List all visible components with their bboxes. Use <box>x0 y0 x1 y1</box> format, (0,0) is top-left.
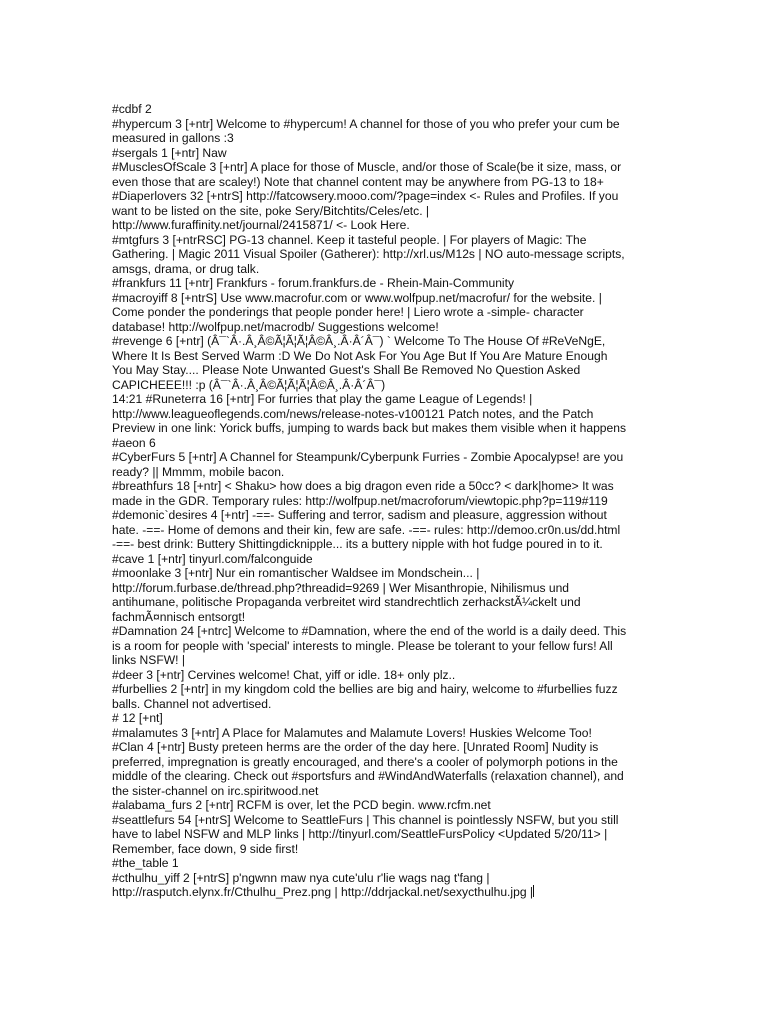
channel-list-page <box>112 102 652 900</box>
channel-entry: #moonlake 3 [+ntr] Nur ein romantischer Waldsee im Mondschein... | http://forum.furbase.de/thread.php?threadid=9269 | Wer Misanthropie, Nihilismus und antihumane, politische Propaganda verbreitet wird standrechtlich zerhackstÃ¼ckelt und fachmÃ¤nnisch entsorgt! <box>112 566 581 624</box>
channel-entry: #Clan 4 [+ntr] Busty preteen herms are the order of the day here. [Unrated Room] Nudity is preferred, impregnation is greatly encouraged, and there's a cooler of polymorph potions in the middle of the clearing. Check out #sportsfurs and #WindAndWaterfalls (relaxation channel), and the sister-channel on irc.spiritwood.net <box>112 740 624 798</box>
channel-entry: #MusclesOfScale 3 [+ntr] A place for those of Muscle, and/or those of Scale(be it size, mass, or even those that are scaley!) Note that channel content may be anywhere from PG-13 to 18+ <box>112 160 622 189</box>
channel-entry: # 12 [+nt] <box>112 711 163 725</box>
text-cursor <box>533 885 534 897</box>
channel-entry: #Diaperlovers 32 [+ntrS] http://fatcowsery.mooo.com/?page=index <- Rules and Profiles. If you want to be listed on the site, poke Sery/Bitchtits/Celes/etc. | http://www.furaffinity.net/journal/2415871/ <- Look Here. <box>112 189 619 232</box>
channel-entry-text: #cthulhu_yiff 2 [+ntrS] p'ngwnn maw nya cute'ulu r'lie wags nag t'fang | http://rasputch.elynx.fr/Cthulhu_Prez.png | http://ddrjackal.net/sexycthulhu.jpg | <box>112 870 534 899</box>
channel-entry: #cave 1 [+ntr] tinyurl.com/falconguide <box>112 551 313 566</box>
channel-entry: #furbellies 2 [+ntr] in my kingdom cold the bellies are big and hairy, welcome to #furbellies fuzz balls. Channel not advertised. <box>112 682 618 711</box>
channel-entry <box>112 871 652 900</box>
channel-entry: #cdbf 2 <box>112 102 152 116</box>
channel-entry: #frankfurs 11 [+ntr] Frankfurs - forum.frankfurs.de - Rhein-Main-Community <box>112 276 515 290</box>
channel-entry: #revenge 6 [+ntr] (Â¯`Â·.Â¸Â©Ã¦Ã¦Ã¦Â©Â¸.Â·Â´Â¯) ` Welcome To The House Of #ReVeNgE, Where It Is Best Served Warm :D We Do Not Ask For You Age But If You Are Mature Enough You May Stay.... Please Note Unwanted Guest's Shall Be Removed No Question Asked CAPICHEEE!!! :p (Â¯`Â·.Â¸Â©Ã¦Ã¦Ã¦Â©Â¸.Â·Â´Â¯) <box>112 334 608 392</box>
channel-entry: 14:21 #Runeterra 16 [+ntr] For furries that play the game League of Legends! | http://www.leagueoflegends.com/news/release-notes-v100121 Patch notes, and the Patch Preview in one link: Yorick buffs, jumping to wards back but makes them visible when it happens <box>112 392 627 435</box>
channel-entry: #malamutes 3 [+ntr] A Place for Malamutes and Malamute Lovers! Huskies Welcome Too! <box>112 725 592 740</box>
channel-entry: #aeon 6 <box>112 435 156 450</box>
channel-entry: #the_table 1 <box>112 856 179 870</box>
channel-entry: #demonic`desires 4 [+ntr] -==- Suffering and terror, sadism and pleasure, aggression without hate. -==- Home of demons and their kin, few are safe. -==- rules: http://demoo.cr0n.us/dd.html -==- best drink: Buttery Shittingdicknipple... its a buttery nipple with hot fudge poured in to it. <box>112 508 621 551</box>
channel-entry: #seattlefurs 54 [+ntrS] Welcome to SeattleFurs | This channel is pointlessly NSFW, but you still have to label NSFW and MLP links | http://tinyurl.com/SeattleFursPolicy <Updated 5/20/11> | Remember, face down, 9 side first! <box>112 812 619 856</box>
channel-entry: #mtgfurs 3 [+ntrRSC] PG-13 channel. Keep it tasteful people. | For players of Magic: The Gathering. | Magic 2011 Visual Spoiler (Gatherer): http://xrl.us/M12s | NO auto-message scripts, amsgs, drama, or drug talk. <box>112 232 625 276</box>
channel-entry: #CyberFurs 5 [+ntr] A Channel for Steampunk/Cyberpunk Furries - Zombie Apocalypse! are you ready? || Mmmm, mobile bacon. <box>112 450 624 479</box>
channel-entry: #alabama_furs 2 [+ntr] RCFM is over, let the PCD begin. www.rcfm.net <box>112 798 491 812</box>
channel-entry: #sergals 1 [+ntr] Naw <box>112 145 227 160</box>
channel-entry: #hypercum 3 [+ntr] Welcome to #hypercum! A channel for those of you who prefer your cum be measured in gallons :3 <box>112 116 620 145</box>
channel-entry: #macroyiff 8 [+ntrS] Use www.macrofur.com or www.wolfpup.net/macrofur/ for the website. | Come ponder the ponderings that people ponder here! | Liero wrote a -simple- character database! http://wolfpup.net/macrodb/ Suggestions welcome! <box>112 290 602 334</box>
channel-entry: #deer 3 [+ntr] Cervines welcome! Chat, yiff or idle. 18+ only plz.. <box>112 667 456 682</box>
channel-entry: #breathfurs 18 [+ntr] < Shaku> how does a big dragon even ride a 50cc? < dark|home> It was made in the GDR. Temporary rules: http://wolfpup.net/macroforum/viewtopic.php?p=119#119 <box>112 479 614 508</box>
channel-entry: #Damnation 24 [+ntrc] Welcome to #Damnation, where the end of the world is a daily deed. This is a room for people with 'special' interests to mingle. Please be tolerant to your fellow furs! All links NSFW! | <box>112 624 627 667</box>
